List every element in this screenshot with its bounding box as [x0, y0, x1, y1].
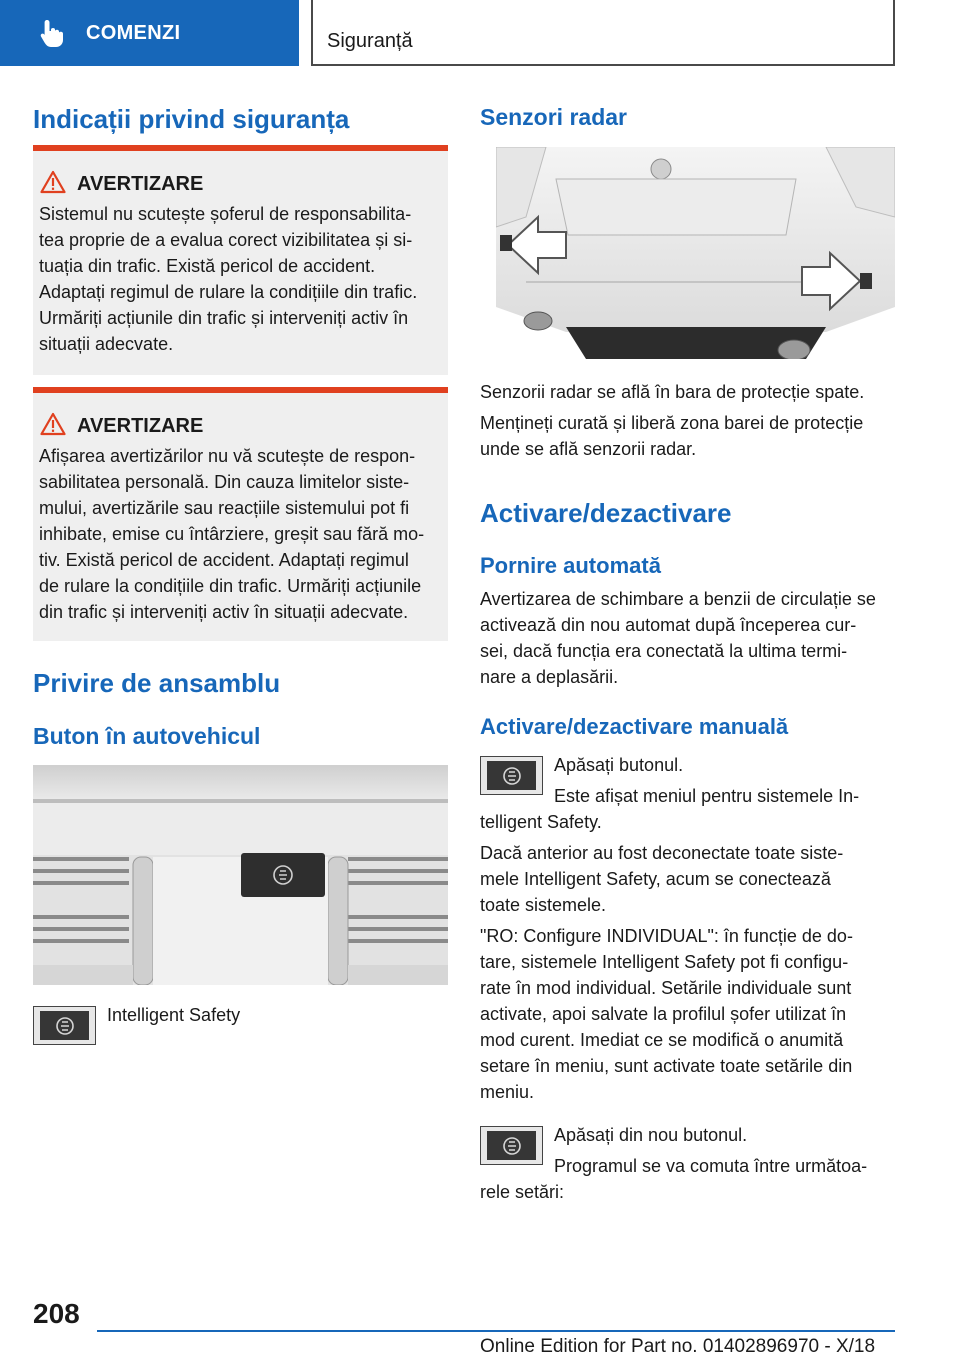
text-line: tiv. Există pericol de accident. Adaptați regimul: [39, 550, 409, 570]
warning-label: AVERTIZARE: [77, 415, 204, 437]
text-line: toate sistemele.: [480, 895, 607, 915]
text-line: activate, apoi salvate la profilul șofer utilizat în: [480, 1004, 847, 1024]
intelligent-safety-button-icon: [480, 1126, 543, 1165]
subheading-radar: Senzori radar: [480, 104, 627, 130]
button-face: [487, 761, 536, 790]
warning-text: [39, 201, 447, 357]
subheading-manual: Activare/dezactivare manuală: [480, 714, 789, 739]
button-face: [40, 1011, 89, 1040]
edition-footer: Online Edition for Part no. 01402896970 - X/18: [480, 1336, 876, 1357]
section-tab-label: COMENZI: [86, 21, 181, 44]
text-line: situații adecvate.: [39, 334, 174, 354]
section-heading-overview: Privire de ansamblu: [33, 668, 281, 698]
text-line: Sistemul nu scutește șoferul de responsabilita-: [39, 204, 412, 224]
press-button-text: Apăsați butonul.: [554, 755, 684, 775]
chapter-title: Siguranță: [327, 30, 413, 52]
text-line: sabilitatea personală. Din cauza limitelor siste-: [39, 472, 410, 492]
subheading-auto-start: Pornire automată: [480, 553, 661, 578]
text-line: activează din nou automat după începerea cur-: [480, 615, 857, 635]
pointing-hand-icon: [38, 18, 66, 48]
previous-off-paragraph: [480, 840, 843, 918]
warning-box-2: [33, 387, 448, 641]
warning-label: AVERTIZARE: [77, 173, 204, 195]
text-line: tuația din trafic. Există pericol de accident.: [39, 256, 376, 276]
text-line: din trafic și interveniți activ în situații adecvate.: [39, 602, 409, 622]
section-tab[interactable]: [0, 0, 299, 66]
section-heading-activation: Activare/dezactivare: [480, 498, 732, 528]
text-line: "RO: Configure INDIVIDUAL": în funcție de do-: [480, 926, 853, 946]
text-line: mului, avertizările sau reacțiile sistemului pot fi: [39, 498, 410, 518]
text-line: Adaptați regimul de rulare la condițiile din trafic.: [39, 282, 418, 302]
individual-config-paragraph: [480, 923, 853, 1105]
radar-paragraph-1: Senzorii radar se află în bara de protecție spate.: [480, 382, 865, 402]
dashboard-button-photo: [33, 765, 448, 985]
warning-triangle-icon: [40, 170, 66, 194]
auto-start-paragraph: [480, 586, 876, 690]
chapter-header: [311, 0, 895, 66]
text-line: Mențineți curată și liberă zona barei de protecție: [480, 413, 864, 433]
text-line: rate în mod individual. Setările individuale sunt: [480, 978, 852, 998]
toggle-line-1: Programul se va comuta între următoa-: [554, 1156, 868, 1176]
button-face: [487, 1131, 536, 1160]
text-line: meniu.: [480, 1082, 535, 1102]
page-title: Indicații privind siguranța: [33, 104, 350, 134]
text-line: mod curent. Imediat ce se modifică o anumită: [480, 1030, 844, 1050]
text-line: tare, sistemele Intelligent Safety pot fi configu-: [480, 952, 849, 972]
toggle-line-2: rele setări:: [480, 1182, 565, 1202]
text-line: unde se află senzorii radar.: [480, 439, 697, 459]
text-line: Avertizarea de schimbare a benzii de circulație se: [480, 589, 876, 609]
button-caption: Intelligent Safety: [107, 1005, 241, 1025]
intelligent-safety-icon: [502, 766, 522, 786]
text-line: Dacă anterior au fost deconectate toate siste-: [480, 843, 844, 863]
text-line: sei, dacă funcția era conectată la ultima termi-: [480, 641, 848, 661]
intelligent-safety-button-icon: [480, 756, 543, 795]
warning-triangle-icon: [40, 412, 66, 436]
warning-text: [39, 443, 447, 625]
text-line: Urmăriți acțiunile din trafic și interveniți activ în: [39, 308, 409, 328]
warning-box-1: [33, 145, 448, 375]
text-line: mele Intelligent Safety, acum se conectează: [480, 869, 831, 889]
text-line: nare a deplasării.: [480, 667, 619, 687]
text-line: inhibate, emise cu întârziere, greșit sau fără mo-: [39, 524, 425, 544]
subheading-button: Buton în autovehicul: [33, 723, 261, 749]
press-again-text: Apăsați din nou butonul.: [554, 1125, 748, 1145]
page-number: 208: [33, 1298, 80, 1329]
text-line: Afișarea avertizărilor nu vă scutește de respon-: [39, 446, 416, 466]
intelligent-safety-button-icon: [33, 1006, 96, 1045]
intelligent-safety-icon: [502, 1136, 522, 1156]
footer-divider: [97, 1330, 895, 1332]
menu-shown-line-1: Este afișat meniul pentru sistemele In-: [554, 786, 860, 806]
menu-shown-line-2: telligent Safety.: [480, 812, 602, 832]
radar-paragraph-2: [480, 410, 863, 462]
intelligent-safety-icon: [55, 1016, 75, 1036]
text-line: tea proprie de a evalua corect vizibilitatea și si-: [39, 230, 413, 250]
text-line: setare în meniu, sunt activate toate setările din: [480, 1056, 853, 1076]
rear-bumper-photo: [496, 147, 895, 359]
text-line: de rulare la condițiile din trafic. Urmăriți acțiunile: [39, 576, 422, 596]
